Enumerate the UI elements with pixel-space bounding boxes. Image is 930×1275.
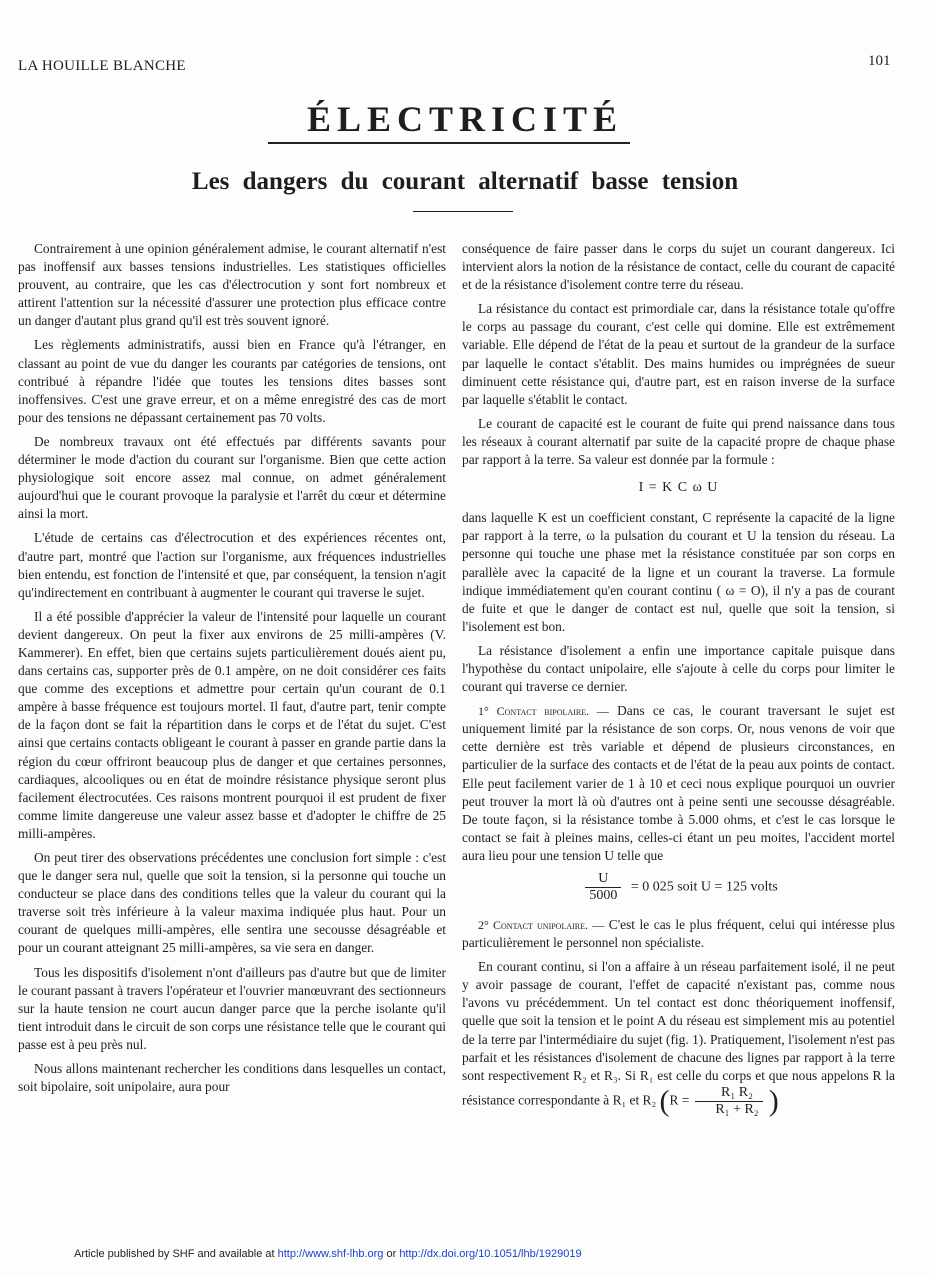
footer-prefix: Article published by SHF and available at [74,1248,275,1260]
footer-link-shf[interactable]: http://www.shf-lhb.org [277,1248,384,1260]
fraction [695,1085,762,1118]
article-title-rule [413,211,513,212]
paragraph-text: Dans ce cas, le courant traversant le sujet est uniquement limité par la résistance de son corps. Or, nous venons de voir que cette dernière est très variable et dépend de plusieurs circonstances, en particulier de la surface des contacts et de l'état de la peau aux points de contact. Elle peut facilement varier de 1 à 10 et ceci nous explique pourquoi un ouvrier peut trouver la mort là où d'autres ont à peine senti une secousse désagréable. De toute façon, si la résistance tombe à 5.000 ohms, et c'est le cas lorsque le contact se fait à pleines mains, celles-ci étant un peu moites, l'accident mortel aura lieu pour une tension U telle que [462,703,895,863]
paragraph: De nombreux travaux ont été effectués par différents savants pour déterminer le mode d'action du courant sur l'organisme. Bien que cette action physiologique soit encore assez mal connue, on admet généralement aujourd'hui que le courant provoque la paralysie et l'arrêt du cœur et détermine ainsi la mort. [18,433,446,522]
capacity-formula: I = K C ω U [638,480,719,496]
paragraph: Les règlements administratifs, aussi bien en France qu'à l'étranger, en classant au point de vue du danger les courants par catégories de tensions, ont contribué à répandre l'idée que toutes les tensions dites basses sont inoffensives. C'est une grave erreur, et on a même enregistré des cas de mort pour des tensions ne dépassant certainement pas 70 volts. [18,337,446,425]
subheading-unipolar: 2° Contact unipolaire. — [478,918,605,932]
paragraph: La résistance du contact est primordiale car, dans la résistance totale qu'offre le corps au passage du courant, c'est celle qui domine. Elle est extrêmement variable. Elle dépend de l'état de la peau et surtout de la grandeur de la surface par laquelle le contact s'établit. Des mains humides ou imprégnées de sueur diminuent cette résistance qui, d'autre part, est en raison inverse de la surface par laquelle s'établit le contact. [462,301,895,407]
paragraph: Le courant de capacité est le courant de fuite qui prend naissance dans tous les réseaux à courant alternatif par suite de la capacité propre de chaque phase par rapport à la terre. Sa valeur est donnée par la formule : [462,415,895,468]
paragraph-unipolar [462,916,895,952]
page-number: 101 [868,53,891,69]
section-title: ÉLECTRICITÉ [306,99,624,139]
paragraph: Tous les dispositifs d'isolement n'ont d'ailleurs pas d'autre but que de limiter le courant passant à travers l'opérateur et l'ouvrier manœuvrant des sectionneurs sur la haute tension ne court aucun danger parce que la perche isolante qu'il tient introduit dans le circuit de son corps une résistance telle que le courant qui passe est à peu près nul. [18,964,446,1052]
footer-or: or [386,1248,397,1260]
voltage-equation [462,871,895,904]
paragraph-text: En courant continu, si l'on a affaire à un réseau parfaitement isolé, il ne peut y avoir passage de courant, l'effet de capacité n'existant pas, comme nous l'avons vu précédemment. Un tel contact est donc théoriquement inoffensif, quelle que soit la tension et le point A du réseau est simplement mis au potentiel de la terre par l'intermédiaire du sujet (fig. 1). Pratiquement, l'isolement n'est pas parfait et les résistances d'isolement de chacune des lignes par rapport à la terre sont respectivement R₂ et R₃. Si R₁ est celle du corps et que nous appelons R la résistance correspondante à R₁ et R₂ [462,959,895,1108]
fraction-numerator: U [585,871,621,888]
paragraph [462,958,895,1118]
footer-link-doi[interactable]: http://dx.doi.org/10.1051/lhb/1929019 [399,1248,582,1260]
equation-rest: = 0 025 soit U = 125 volts [630,879,778,895]
article-title: Les dangers du courant alternatif basse tension [191,168,739,195]
paragraph: On peut tirer des observations précédentes une conclusion fort simple : c'est que le danger sera nul, quelle que soit la tension, si la personne qui touche un conducteur se place dans des conditions telles que la valeur du courant qui la traverse soit très inférieure à la valeur maxima indiquée plus haut. Pour un courant de quelques milli-ampères, elle sentira une secousse désagréable et pour un courant atteignant 25 milli-ampères, sa vie sera en danger. [18,850,446,956]
footer-citation [74,1248,582,1260]
paragraph: Contrairement à une opinion généralement admise, le courant alternatif n'est pas inoffensif aux basses tensions industrielles. Les statistiques officielles prouvent, au contraire, que les cas d'électrocution y sont fort nombreux et attirent l'attention sur la nécessité d'assurer une protection plus efficace contre un danger d'autant plus grand qu'il est très souvent ignoré. [18,241,446,329]
paren-close: ) [768,1084,779,1118]
fraction-numerator: R₁ R₂ [695,1085,762,1102]
journal-name: LA HOUILLE BLANCHE [18,58,186,74]
equation-lhs: R = [669,1092,690,1108]
paragraph-text: C'est le cas le plus fréquent, celui qui intéresse plus particulièrement le personnel non spécialiste. [462,917,895,951]
paragraph: Nous allons maintenant rechercher les conditions dans lesquelles un contact, soit bipolaire, soit unipolaire, aura pour [18,1061,446,1095]
fraction-denominator: 5000 [589,888,618,903]
paragraph: L'étude de certains cas d'électrocution et des expériences récentes ont, d'autre part, montré que l'action sur l'organisme, aux fréquences industrielles bien entendu, est fonction de l'intensité et que, par conséquent, la tension n'agit qu'indirectement en contribuant à augmenter le courant qui traverse le sujet. [18,530,446,600]
paragraph-bipolar [462,702,895,865]
fraction-denominator: R₁ + R₂ [715,1101,759,1117]
paragraph: dans laquelle K est un coefficient constant, C représente la capacité de la ligne par rapport à la terre, ω la pulsation du courant et U la tension du réseau. La personne qui touche une phase met la résistance constituée par son corps en parallèle avec la capacité de la ligne et un courant la traverse. La formule indique immédiatement qu'en courant continu ( ω = O), il n'y a pas de courant de fuite et que le danger de contact est nul, quelle que soit la tension, si l'isolement est bon. [462,510,895,634]
paragraph: conséquence de faire passer dans le corps du sujet un courant dangereux. Ici intervient alors la notion de la résistance de contact, celle du courant de capacité et de la résistance d'isolement contre terre du réseau. [462,241,895,293]
paren-open: ( [659,1084,670,1118]
paragraph: Il a été possible d'apprécier la valeur de l'intensité pour laquelle un courant devient dangereux. On peut la fixer aux environs de 25 milli-ampères (V. Kammerer). En effet, bien que certains sujets particulièrement doués aient pu, dans certains cas, supporter près de 0.1 ampère, on ne doit considérer ces faits que comme des exceptions et admettre pour certain qu'un courant de 0.1 ampère à basse fréquence est toujours mortel. Il faut, d'autre part, tenir compte de la façon dont se fait la répartition dans le corps et de l'état du sujet. C'est ainsi que certains contacts obligeant le courant à passer en grande partie dans la région du cœur offriront beaucoup plus de danger et que certaines personnes, cardiaques, alcooliques ou en état de moindre résistance physique seront plus facilement électrocutées. Ces raisons montrent pourquoi il est prudent de fixer comme limite dangereuse une valeur assez basse et d'adopter le chiffre de 25 milli-ampères. [18,608,446,841]
subheading-bipolar: 1° Contact bipolaire. — [478,704,609,719]
paragraph: La résistance d'isolement a enfin une importance capitale puisque dans l'hypothèse du contact unipolaire, elle s'ajoute à celle du corps pour limiter le courant qui traverse ce dernier. [462,642,895,695]
right-column [462,240,895,1124]
section-title-rule [268,142,630,144]
left-column [18,240,446,1102]
fraction [585,871,621,904]
